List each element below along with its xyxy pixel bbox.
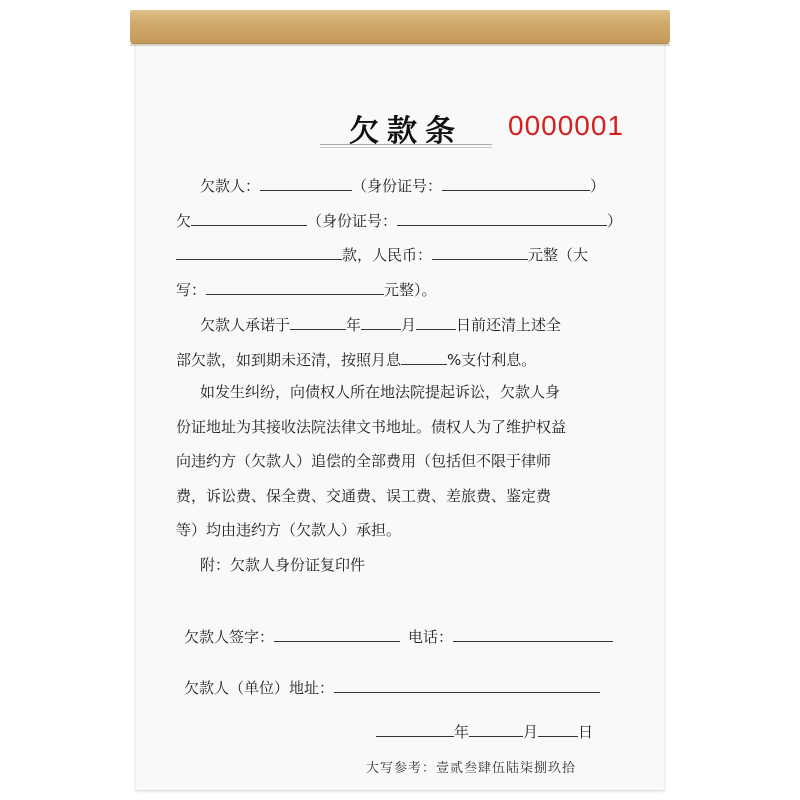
phone-label: 电话： <box>408 628 454 646</box>
due-year-field[interactable] <box>290 311 346 330</box>
address-line <box>184 674 600 698</box>
yuan-close-label: 元整）。 <box>384 281 437 299</box>
signature-line <box>184 623 613 647</box>
close-paren-2: ） <box>607 212 623 230</box>
amount-number-field[interactable] <box>432 241 528 260</box>
sign-year-label: 年 <box>454 723 470 741</box>
title-underline <box>320 144 492 148</box>
due-month-field[interactable] <box>361 311 401 330</box>
interest-rate-field[interactable] <box>401 346 447 365</box>
penalty-text-b: 支付利息。 <box>461 351 537 369</box>
attachment-note: 附：欠款人身份证复印件 <box>200 556 366 574</box>
form-title: 欠款条 <box>349 114 463 149</box>
address-label: 欠款人（单位）地址： <box>184 679 335 697</box>
promise-text: 欠款人承诺于 <box>200 316 291 334</box>
capital-amount-line <box>176 276 437 300</box>
sign-day-label: 日 <box>578 723 594 741</box>
dispute-line-1: 如发生纠纷，向债权人所在地法院提起诉讼，欠款人身 <box>200 383 561 401</box>
before-date-text: 日前还清上述全 <box>456 316 562 334</box>
capital-label: 写： <box>176 281 207 299</box>
dispute-line-3: 向违约方（欠款人）追偿的全部费用（包括但不限于律师 <box>176 452 552 470</box>
signature-field[interactable] <box>274 623 400 642</box>
sign-month-field[interactable] <box>469 718 523 737</box>
debtor-id-field[interactable] <box>442 172 590 191</box>
year-label: 年 <box>346 316 362 334</box>
promise-line <box>200 311 561 335</box>
receipt-pad <box>130 10 670 790</box>
amount-label: 款，人民币： <box>342 246 433 264</box>
dispute-line-5: 等）均由违约方（欠款人）承担。 <box>176 521 402 539</box>
sign-year-field[interactable] <box>376 718 454 737</box>
dispute-line-2: 份证地址为其接收法院法律文书地址。债权人为了维护权益 <box>176 418 567 436</box>
serial-number: 0000001 <box>508 110 625 141</box>
creditor-id-field[interactable] <box>397 207 607 226</box>
capital-amount-field[interactable] <box>206 276 384 295</box>
loan-purpose-field[interactable] <box>176 241 342 260</box>
phone-field[interactable] <box>453 623 613 642</box>
kraft-binding-strip <box>130 10 670 44</box>
paper-sheet <box>136 24 664 790</box>
debtor-name-field[interactable] <box>260 172 352 191</box>
id-label-2: （身份证号： <box>307 212 398 230</box>
penalty-text-a: 部欠款，如到期未还清，按照月息 <box>176 351 402 369</box>
capital-reference: 大写参考：壹贰叁肆伍陆柒捌玖拾 <box>366 761 577 776</box>
yuan-label: 元整（大 <box>528 246 589 264</box>
amount-line <box>176 241 588 265</box>
sign-month-label: 月 <box>523 723 539 741</box>
creditor-name-field[interactable] <box>191 207 307 226</box>
id-label: （身份证号： <box>352 177 443 195</box>
owe-label: 欠 <box>176 212 192 230</box>
interest-line <box>176 346 536 370</box>
address-field[interactable] <box>334 674 600 693</box>
creditor-line <box>176 207 622 231</box>
signature-label: 欠款人签字： <box>184 628 275 646</box>
debtor-line <box>200 172 605 196</box>
close-paren: ） <box>590 177 606 195</box>
sign-date-line <box>376 718 593 742</box>
month-label: 月 <box>401 316 417 334</box>
sign-day-field[interactable] <box>538 718 578 737</box>
percent-sign: % <box>447 351 462 369</box>
dispute-line-4: 费，诉讼费、保全费、交通费、误工费、差旅费、鉴定费 <box>176 487 552 505</box>
debtor-label: 欠款人： <box>200 177 261 195</box>
due-day-field[interactable] <box>416 311 456 330</box>
